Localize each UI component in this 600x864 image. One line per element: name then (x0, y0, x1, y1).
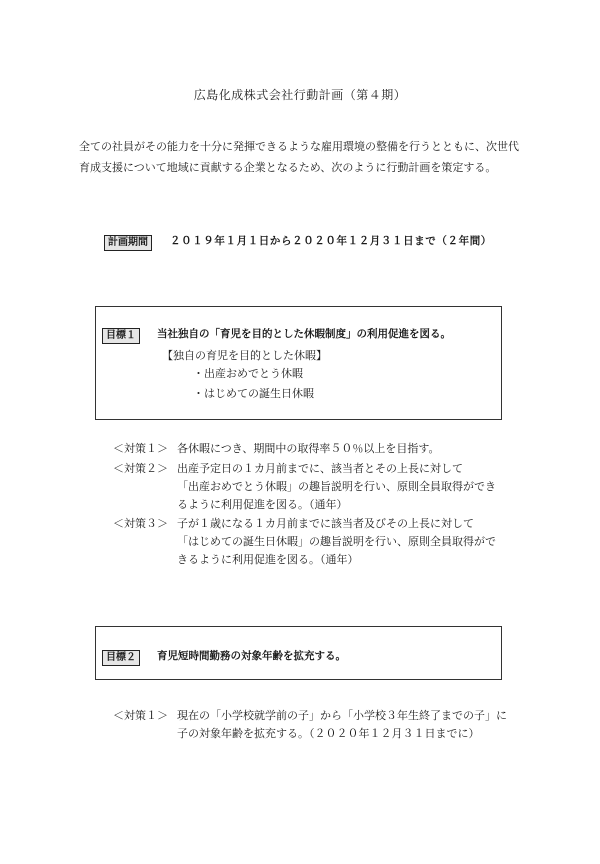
page-title: 広島化成株式会社行動計画（第４期） (193, 88, 407, 102)
measure-2-1-line: 子の対象年齢を拡充する。（２０２０年１２月３１日までに） (177, 727, 480, 740)
goal-1-item: ・出産おめでとう休暇 (193, 367, 303, 380)
measure-1-1-label: ＜対策１＞ (113, 442, 168, 455)
measure-2-1-label: ＜対策１＞ (113, 709, 168, 722)
measure-1-3-line: 「はじめての誕生日休暇」の趣旨説明を行い、原則全員取得がで (177, 535, 496, 548)
measure-1-2-line: るように利用促進を図る。（通年） (177, 498, 348, 511)
intro-line-2: 育成支援について地域に貢献する企業となるため、次のように行動計画を策定する。 (79, 161, 497, 174)
goal-1-label: 目標１ (102, 328, 140, 344)
period-label: 計画期間 (104, 235, 152, 251)
goal-2-text: 育児短時間勤務の対象年齢を拡充する。 (157, 650, 346, 662)
intro-line-1: 全ての社員がその能力を十分に発揮できるような雇用環境の整備を行うとともに、次世代 (79, 140, 519, 153)
measure-1-3-line: 子が１歳になる１カ月前までに該当者及びその上長に対して (177, 517, 474, 530)
goal-1-bracket-heading: 【独自の育児を目的とした休暇】 (162, 349, 327, 362)
goal-2-label: 目標２ (102, 650, 140, 666)
measure-1-3-line: きるように利用促進を図る。（通年） (177, 553, 359, 566)
measure-1-2-label: ＜対策２＞ (113, 462, 168, 475)
goal-1-text: 当社独自の「育児を目的とした休暇制度」の利用促進を図る。 (157, 328, 451, 340)
goal-1-item: ・はじめての誕生日休暇 (193, 387, 314, 400)
measure-1-1-line: 各休暇につき、期間中の取得率５０％以上を目指す。 (177, 442, 440, 455)
period-text: ２０１９年１月１日から２０２０年１２月３１日まで（２年間） (170, 235, 492, 247)
measure-1-3-label: ＜対策３＞ (113, 517, 168, 530)
measure-1-2-line: 出産予定日の１カ月前までに、該当者とその上長に対して (177, 462, 463, 475)
measure-2-1-line: 現在の「小学校就学前の子」から「小学校３年生終了までの子」に (177, 709, 507, 722)
measure-1-2-line: 「出産おめでとう休暇」の趣旨説明を行い、原則全員取得ができ (177, 480, 496, 493)
